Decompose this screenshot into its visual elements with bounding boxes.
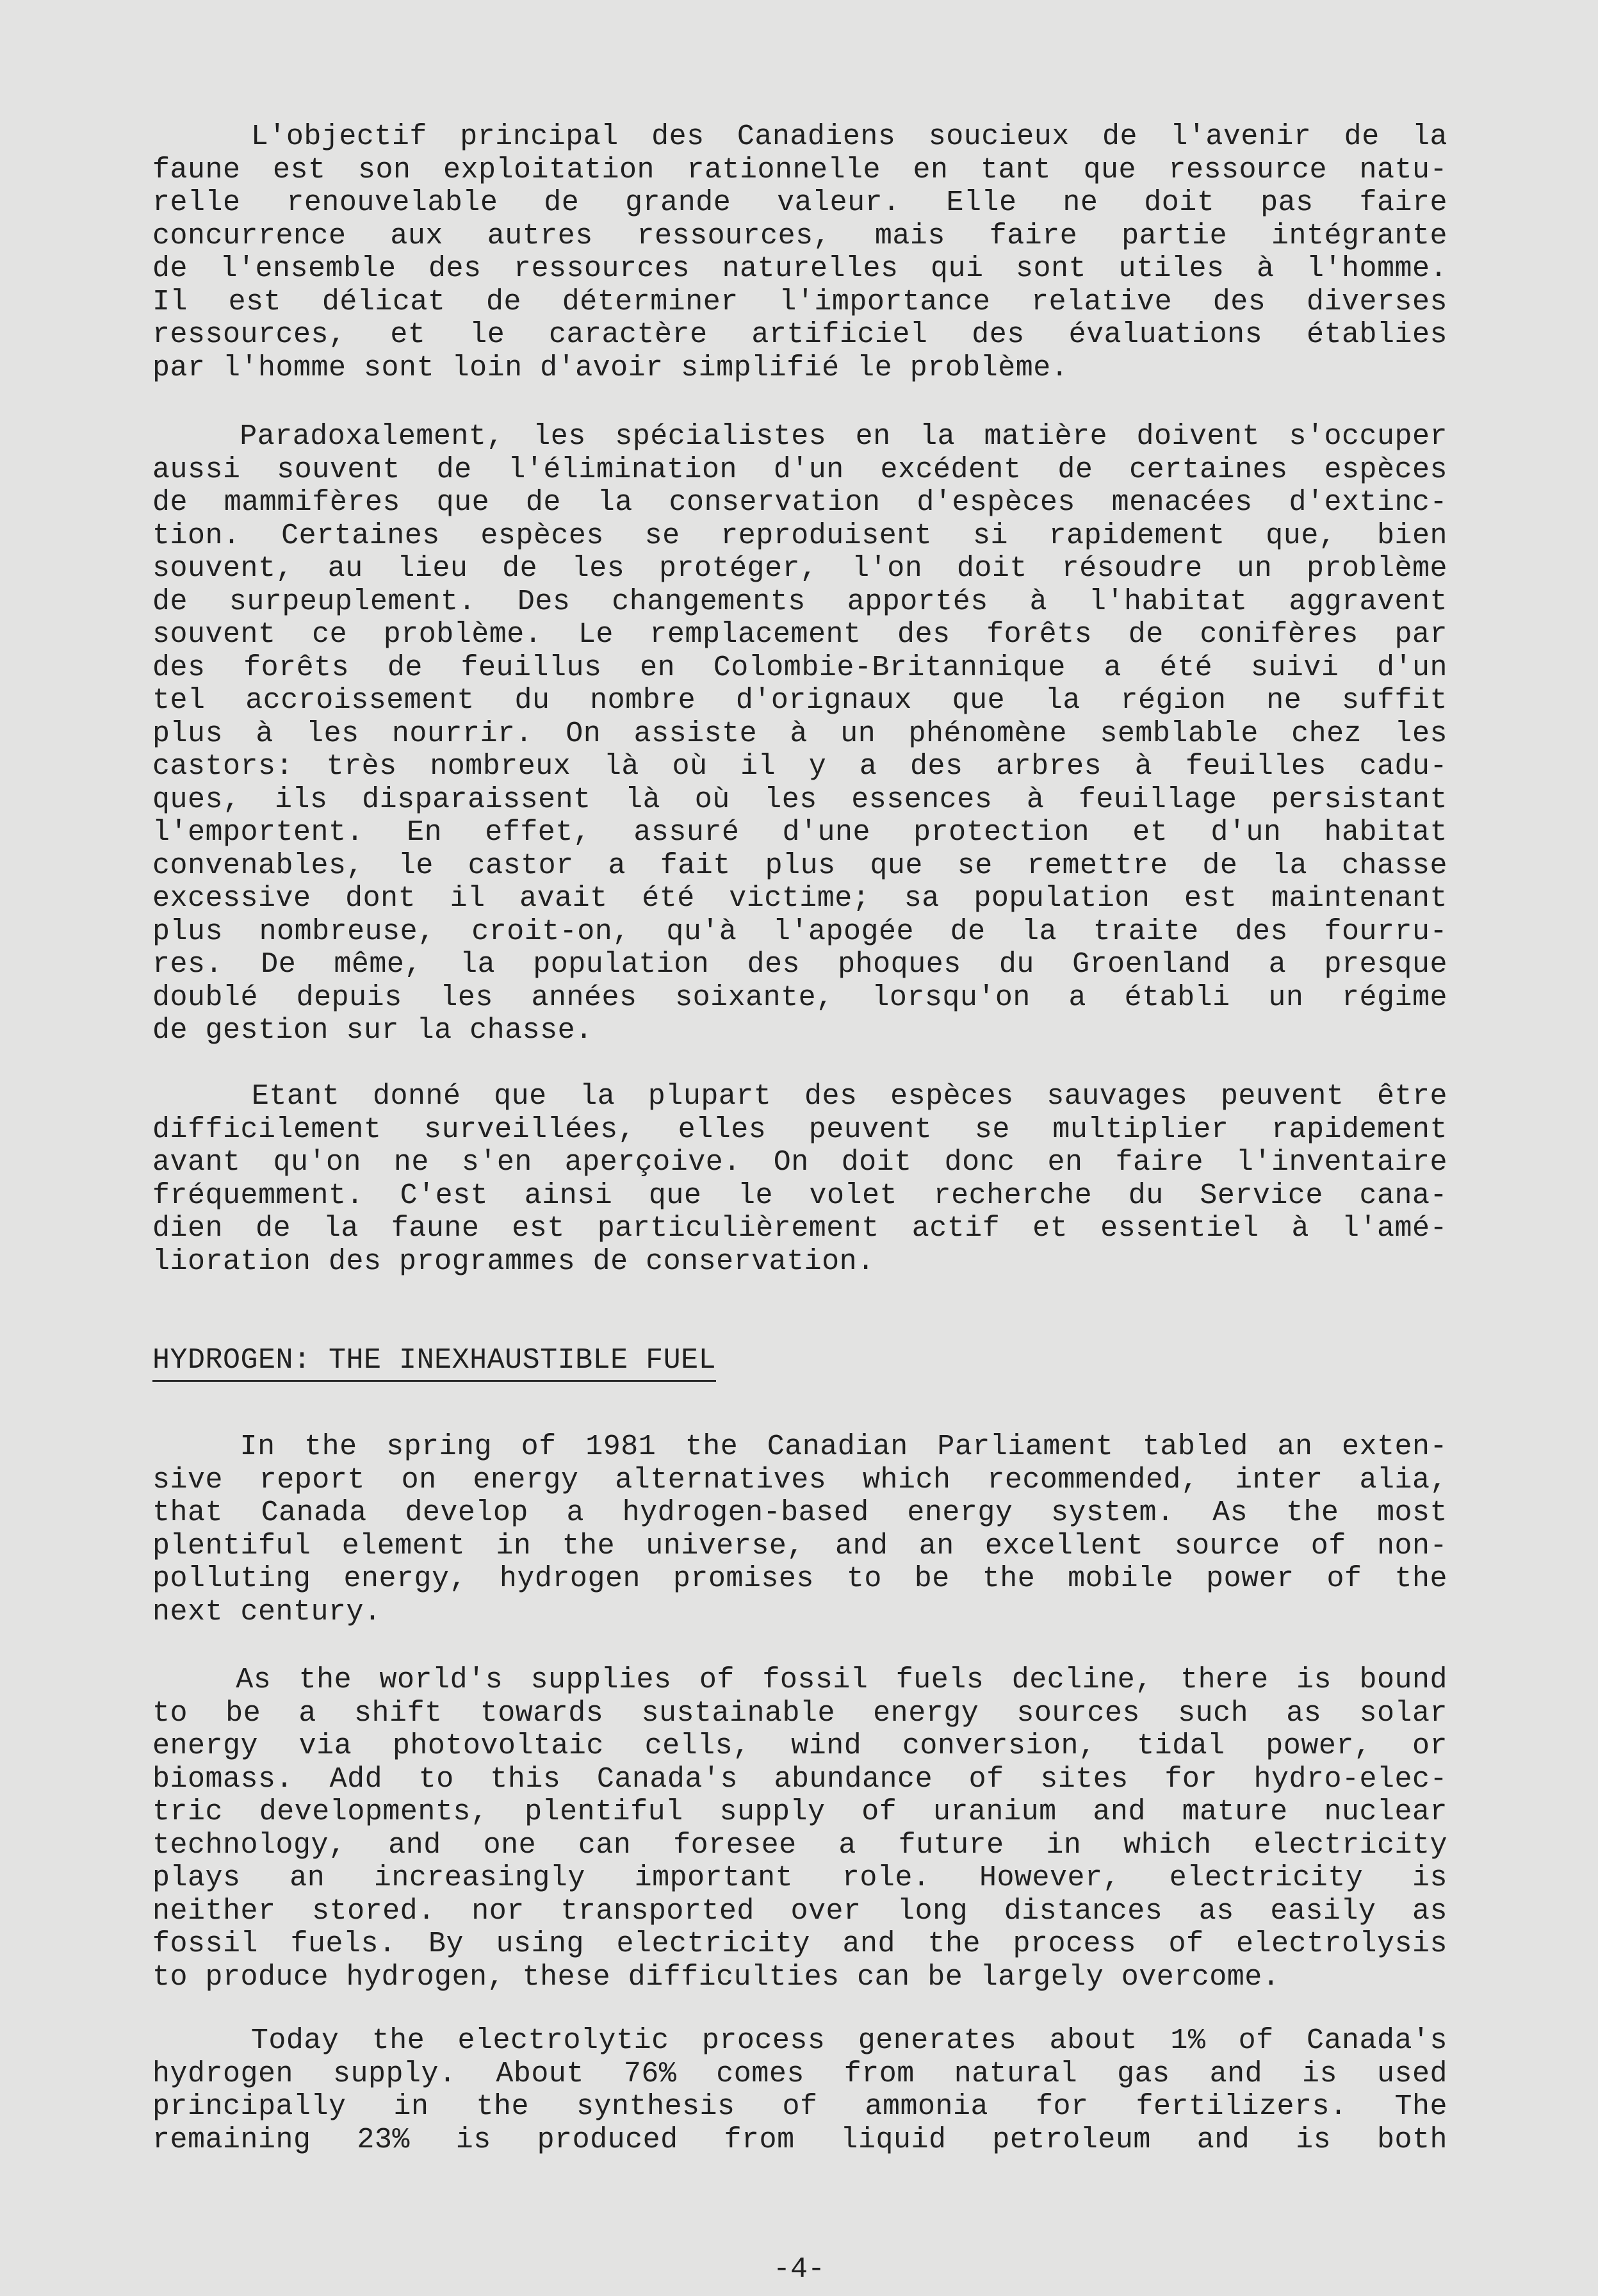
text-line: Paradoxalement, les spécialistes en la matière doivent s'occuper xyxy=(152,420,1447,453)
text-line: tric developments, plentiful supply of uranium and mature nuclear xyxy=(152,1796,1447,1828)
page-number: -4- xyxy=(772,2253,825,2286)
text-line: hydrogen supply. About 76% comes from natural gas and is used xyxy=(152,2057,1447,2090)
text-line: de l'ensemble des ressources naturelles qui sont utiles à l'homme. xyxy=(152,252,1447,285)
text-line: tel accroissement du nombre d'orignaux que la région ne suffit xyxy=(152,684,1447,717)
text-line: concurrence aux autres ressources, mais faire partie intégrante xyxy=(152,219,1447,252)
text-line: fossil fuels. By using electricity and the process of electrolysis xyxy=(152,1928,1447,1960)
text-line: plus à les nourrir. On assiste à un phénomène semblable chez les xyxy=(152,717,1447,750)
text-line: biomass. Add to this Canada's abundance of sites for hydro-elec- xyxy=(152,1762,1447,1796)
text-line: souvent ce problème. Le remplacement des forêts de conifères par xyxy=(152,618,1447,651)
text-line: des forêts de feuillus en Colombie-Britannique a été suivi d'un xyxy=(152,651,1447,684)
text-line: ques, ils disparaissent là où les essences à feuillage persistant xyxy=(152,783,1447,816)
text-line: res. De même, la population des phoques du Groenland a presque xyxy=(152,948,1447,981)
paragraph-wildlife-objective xyxy=(152,120,1447,384)
text-line: polluting energy, hydrogen promises to be the mobile power of the xyxy=(152,1562,1447,1595)
paragraph-hydrogen-report xyxy=(152,1431,1447,1628)
text-line: sive report on energy alternatives which recommended, inter alia, xyxy=(152,1463,1447,1496)
text-line: L'objectif principal des Canadiens soucieux de l'avenir de la xyxy=(152,120,1447,153)
text-line: de gestion sur la chasse. xyxy=(152,1014,593,1047)
text-line: As the world's supplies of fossil fuels decline, there is bound xyxy=(152,1664,1447,1696)
text-line: doublé depuis les années soixante, lorsqu'on a établi un régime xyxy=(152,981,1447,1014)
text-line: convenables, le castor a fait plus que se remettre de la chasse xyxy=(152,849,1447,882)
text-line: remaining 23% is produced from liquid petroleum and is both xyxy=(152,2123,1447,2156)
text-line: In the spring of 1981 the Canadian Parliament tabled an exten- xyxy=(152,1431,1447,1463)
text-line: that Canada develop a hydrogen-based energy system. As the most xyxy=(152,1496,1447,1529)
text-line: dien de la faune est particulièrement actif et essentiel à l'amé- xyxy=(152,1212,1447,1245)
text-line: lioration des programmes de conservation. xyxy=(152,1245,875,1278)
text-line: technology, and one can foresee a future in which electricity xyxy=(152,1828,1447,1862)
text-line: excessive dont il avait été victime; sa population est maintenant xyxy=(152,882,1447,915)
paragraph-overpopulation xyxy=(152,420,1447,1047)
text-line: de mammifères que de la conservation d'espèces menacées d'extinc- xyxy=(152,486,1447,519)
text-line: neither stored. nor transported over long distances as easily as xyxy=(152,1894,1447,1928)
text-line: aussi souvent de l'élimination d'un excédent de certaines espèces xyxy=(152,453,1447,486)
text-line: relle renouvelable de grande valeur. Elle ne doit pas faire xyxy=(152,186,1447,219)
text-line: Il est délicat de déterminer l'importance relative des diverses xyxy=(152,285,1447,318)
text-line: avant qu'on ne s'en aperçoive. On doit donc en faire l'inventaire xyxy=(152,1146,1447,1179)
text-line: plus nombreuse, croit-on, qu'à l'apogée de la traite des fourru- xyxy=(152,915,1447,948)
text-line: to be a shift towards sustainable energy sources such as solar xyxy=(152,1696,1447,1730)
text-line: souvent, au lieu de les protéger, l'on doit résoudre un problème xyxy=(152,552,1447,585)
section-heading: HYDROGEN: THE INEXHAUSTIBLE FUEL xyxy=(152,1344,716,1382)
text-line: principally in the synthesis of ammonia for fertilizers. The xyxy=(152,2090,1447,2123)
text-line: plays an increasingly important role. However, electricity is xyxy=(152,1862,1447,1894)
text-line: Today the electrolytic process generates about 1% of Canada's xyxy=(152,2024,1447,2057)
text-line: ressources, et le caractère artificiel des évaluations établies xyxy=(152,318,1447,351)
paragraph-inventory xyxy=(152,1080,1447,1278)
text-line: energy via photovoltaic cells, wind conversion, tidal power, or xyxy=(152,1730,1447,1762)
text-line: tion. Certaines espèces se reproduisent si rapidement que, bien xyxy=(152,519,1447,552)
paragraph-fossil-fuels xyxy=(152,1664,1447,1994)
text-line: Etant donné que la plupart des espèces sauvages peuvent être xyxy=(152,1080,1447,1113)
text-line: plentiful element in the universe, and an excellent source of non- xyxy=(152,1529,1447,1562)
paragraph-electrolytic xyxy=(152,2024,1447,2156)
text-line: par l'homme sont loin d'avoir simplifié le problème. xyxy=(152,351,1069,384)
text-line: difficilement surveillées, elles peuvent se multiplier rapidement xyxy=(152,1113,1447,1146)
text-line: fréquemment. C'est ainsi que le volet recherche du Service cana- xyxy=(152,1179,1447,1212)
text-line: l'emportent. En effet, assuré d'une protection et d'un habitat xyxy=(152,816,1447,849)
text-line: next century. xyxy=(152,1595,382,1628)
text-line: faune est son exploitation rationnelle en tant que ressource natu- xyxy=(152,153,1447,186)
text-line: to produce hydrogen, these difficulties can be largely overcome. xyxy=(152,1960,1280,1994)
text-line: de surpeuplement. Des changements apportés à l'habitat aggravent xyxy=(152,585,1447,618)
text-line: castors: très nombreux là où il y a des arbres à feuilles cadu- xyxy=(152,750,1447,783)
